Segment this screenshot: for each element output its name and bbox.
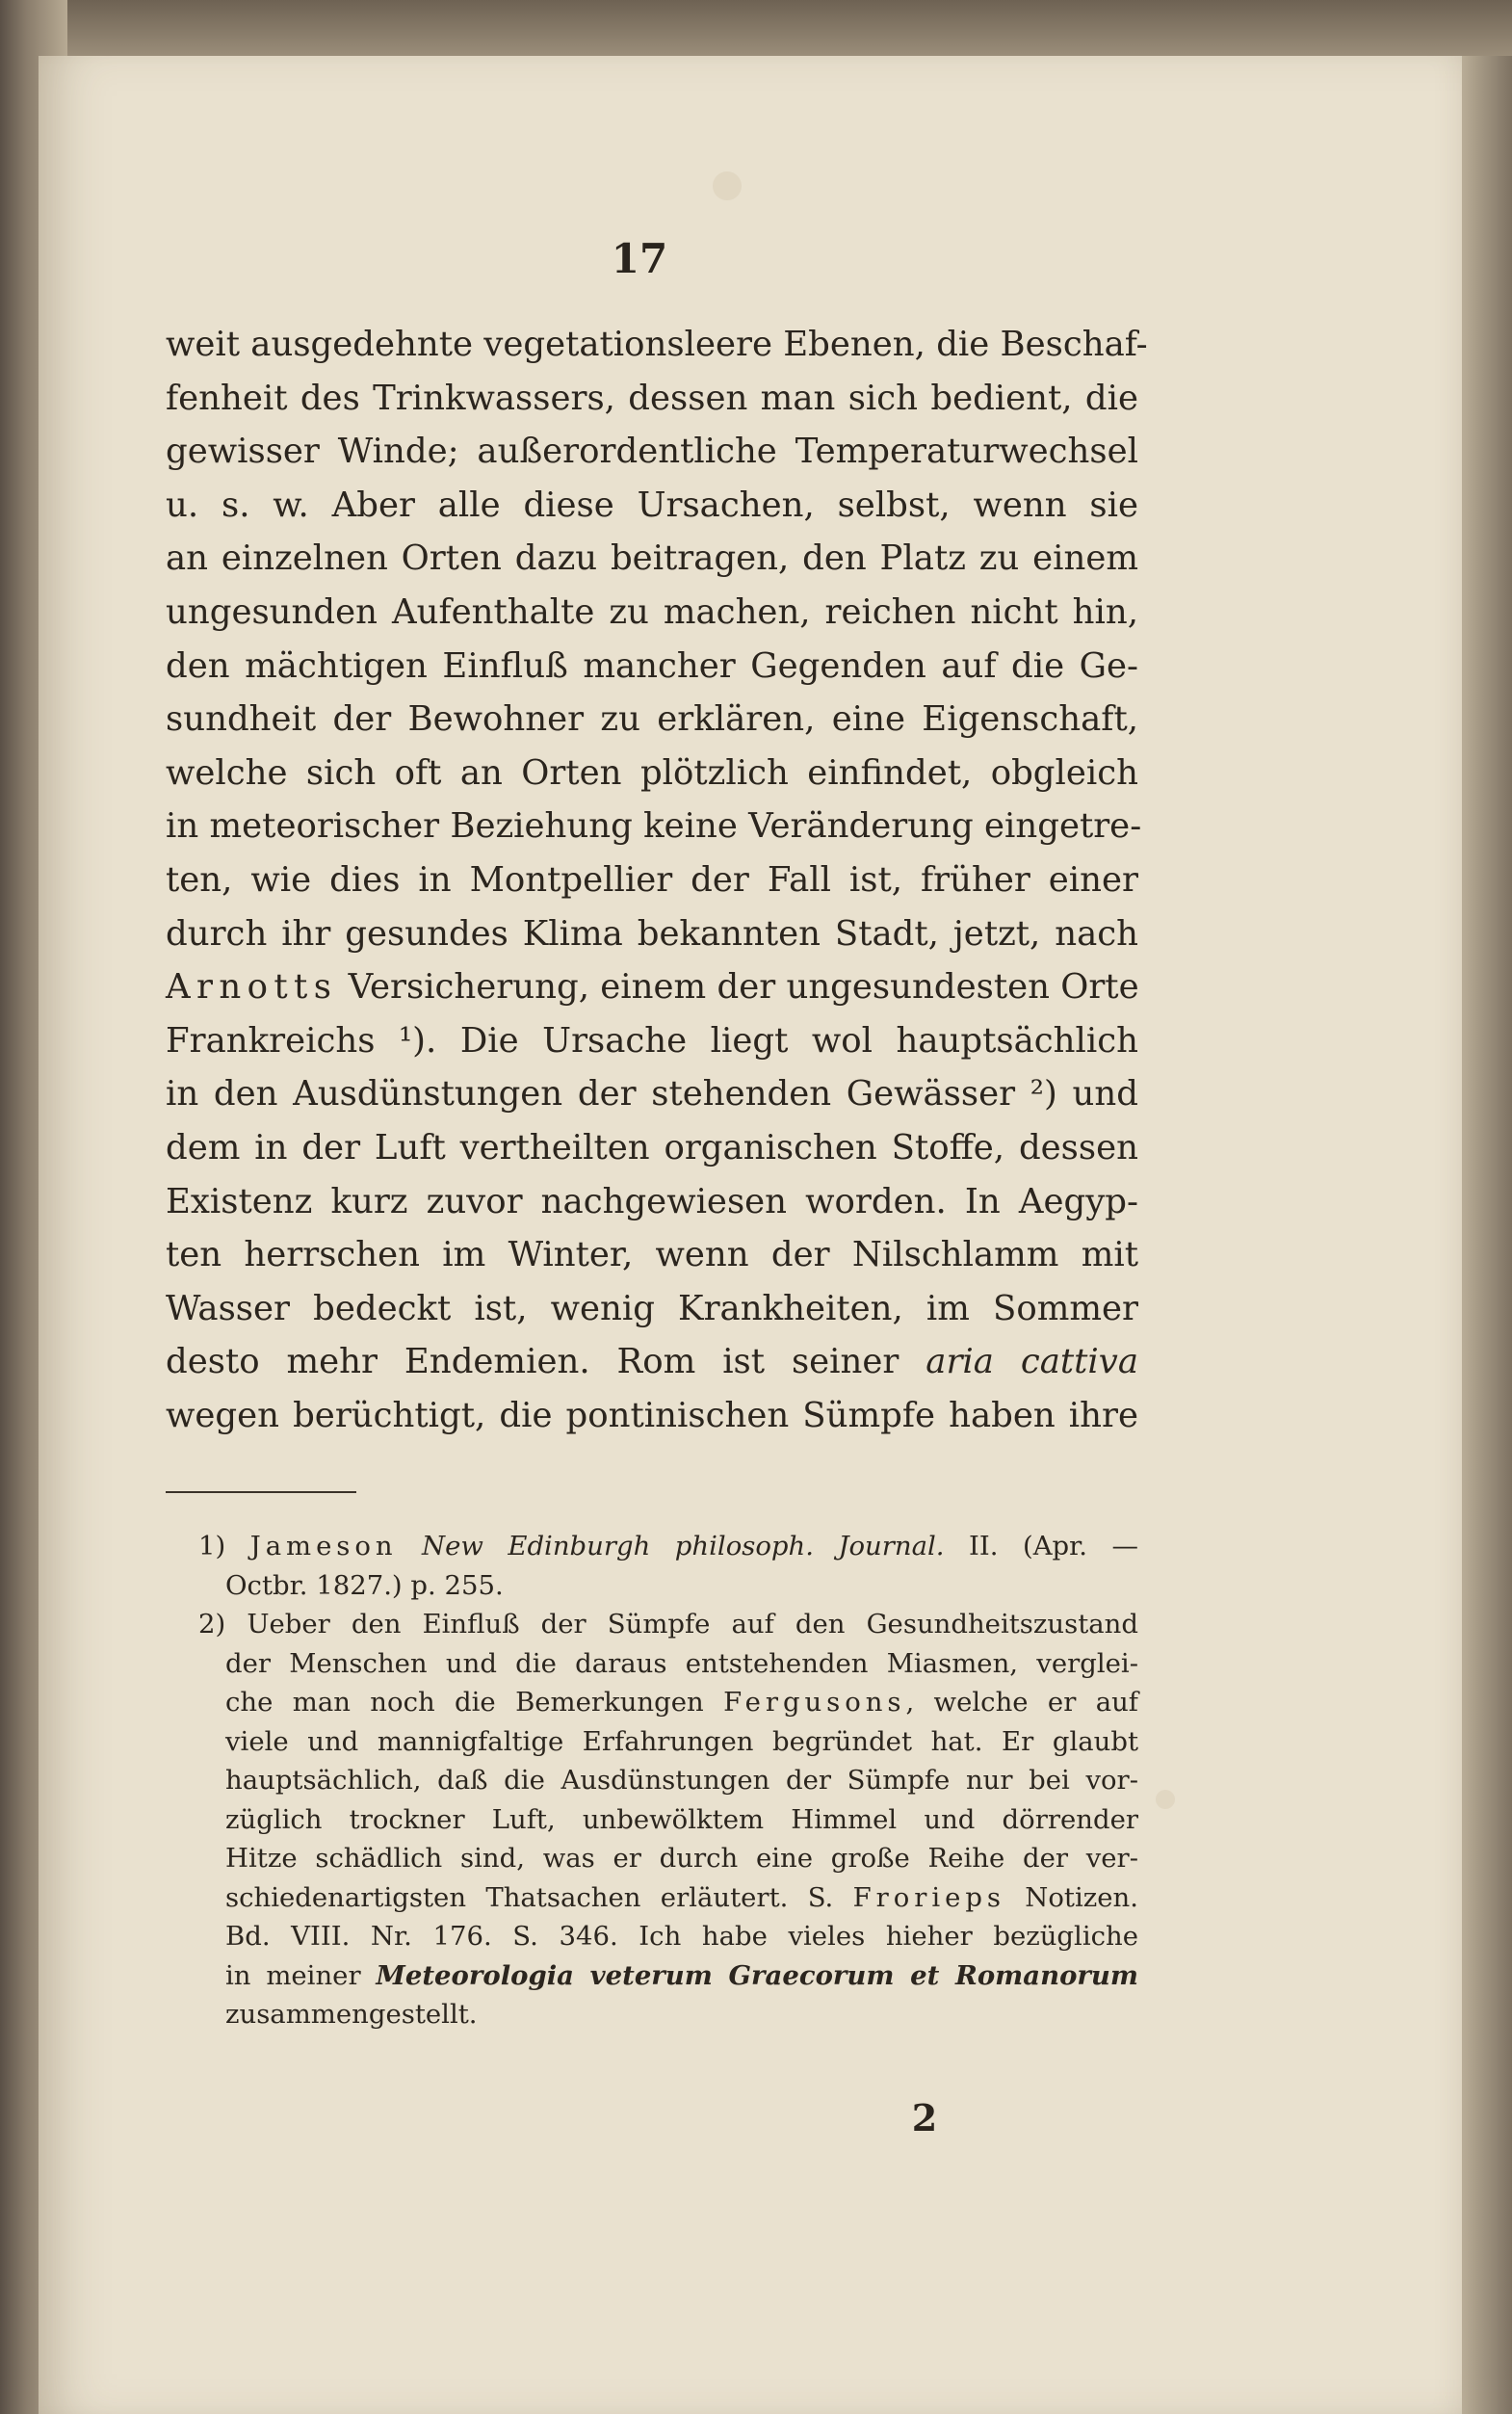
text-line: ten herrschen im Winter, wenn der Nilschlamm mit bbox=[166, 1235, 1138, 1275]
text-line: u. s. w. Aber alle diese Ursachen, selbst, wenn sie bbox=[166, 485, 1138, 525]
text-fragment: Notizen. bbox=[1004, 1881, 1138, 1913]
text-line: fenheit des Trinkwassers, dessen man sich bedient, die bbox=[166, 378, 1138, 418]
page-edge bbox=[1462, 56, 1512, 2414]
text-line bbox=[166, 1335, 1138, 1389]
paper-stain bbox=[713, 171, 742, 200]
main-text bbox=[166, 318, 1148, 1442]
text-line bbox=[166, 960, 1138, 1014]
text-line: welche sich oft an Orten plötzlich einfindet, obgleich bbox=[166, 752, 1138, 793]
footnote-2-line bbox=[166, 1956, 1138, 1996]
footnote-2-line: zusammengestellt. bbox=[225, 1999, 478, 2030]
text-fragment: desto mehr Endemien. Rom ist seiner bbox=[166, 1342, 926, 1382]
footnotes bbox=[166, 1527, 1138, 2034]
text-line: in meteorischer Beziehung keine Veränderung eingetre- bbox=[166, 806, 1142, 847]
text-line: weit ausgedehnte vegetationsleere Ebenen, die Beschaf- bbox=[166, 325, 1148, 364]
footnote-2-line bbox=[166, 1605, 1138, 1644]
footnote-2-line bbox=[166, 1878, 1138, 1918]
text-line: Wasser bedeckt ist, wenig Krankheiten, im Sommer bbox=[166, 1288, 1138, 1328]
italic-phrase: aria cattiva bbox=[925, 1342, 1138, 1382]
page-number: 17 bbox=[611, 235, 668, 282]
text-line: Existenz kurz zuvor nachgewiesen worden. In Aegyp- bbox=[166, 1181, 1138, 1221]
footnote-2-line: züglich trockner Luft, unbewölktem Himmel und dörrender bbox=[225, 1803, 1138, 1835]
text-line: ten, wie dies in Montpellier der Fall ist, früher einer bbox=[166, 859, 1138, 900]
author-name-spaced: Arnotts bbox=[166, 967, 338, 1008]
text-line: den mächtigen Einfluß mancher Gegenden auf die Ge- bbox=[166, 645, 1138, 686]
footnote-2-line bbox=[166, 1683, 1138, 1722]
text-line: wegen berüchtigt, die pontinischen Sümpfe haben ihre bbox=[166, 1395, 1138, 1435]
footnote-2-line: viele und mannigfaltige Erfahrungen begründet hat. Er glaubt bbox=[225, 1725, 1138, 1757]
book-title-italic: Meteorologia veterum Graecorum et Romanorum bbox=[376, 1959, 1138, 1991]
footnote-marker: 2) bbox=[198, 1609, 226, 1640]
author-name-spaced: Frorieps bbox=[852, 1881, 1005, 1913]
text-line: an einzelnen Orten dazu beitragen, den Platz zu einem bbox=[166, 538, 1138, 579]
text-line: sundheit der Bewohner zu erklären, eine Eigenschaft, bbox=[166, 699, 1138, 740]
footnote-1-line: Octbr. 1827.) p. 255. bbox=[225, 1569, 504, 1601]
footnote-2-line: der Menschen und die daraus entstehenden Miasmen, verglei- bbox=[225, 1647, 1138, 1679]
text-fragment: Ueber den Einfluß der Sümpfe auf den Gesundheitszustand bbox=[247, 1609, 1138, 1640]
text-line: in den Ausdünstungen der stehenden Gewässer ²) und bbox=[166, 1074, 1138, 1115]
scan-background-top bbox=[0, 0, 1512, 56]
text-fragment: II. (Apr. — bbox=[944, 1531, 1138, 1561]
text-line: gewisser Winde; außerordentliche Temperaturwechsel bbox=[166, 432, 1138, 472]
text-fragment: in meiner bbox=[225, 1959, 377, 1991]
text-line: durch ihr gesundes Klima bekannten Stadt, jetzt, nach bbox=[166, 913, 1138, 954]
author-name-spaced: Fergusons bbox=[723, 1687, 906, 1718]
footnote-separator bbox=[166, 1491, 356, 1493]
footnote-journal-title: New Edinburgh philosoph. Journal. bbox=[422, 1531, 945, 1561]
footnote-marker: 1) bbox=[198, 1531, 226, 1561]
paper-stain bbox=[1156, 1790, 1175, 1809]
footnote-author: Jameson bbox=[249, 1531, 398, 1561]
footnote-2-line: Hitze schädlich sind, was er durch eine große Reihe der ver- bbox=[225, 1843, 1138, 1874]
text-fragment: schiedenartigsten Thatsachen erläutert. S. bbox=[225, 1881, 853, 1913]
footnote-1-line bbox=[166, 1527, 1138, 1566]
text-fragment: , welche er auf bbox=[905, 1687, 1138, 1718]
footnote-2-line: Bd. VIII. Nr. 176. S. 346. Ich habe vieles hieher bezügliche bbox=[225, 1921, 1138, 1952]
text-line: Frankreichs ¹). Die Ursache liegt wol hauptsächlich bbox=[166, 1020, 1138, 1061]
text-fragment: Versicherung, einem der ungesundesten Orte bbox=[337, 967, 1139, 1008]
text-line: dem in der Luft vertheilten organischen Stoffe, dessen bbox=[166, 1127, 1138, 1168]
signature-mark: 2 bbox=[911, 2096, 938, 2139]
text-line: ungesunden Aufenthalte zu machen, reichen nicht hin, bbox=[166, 591, 1138, 632]
text-fragment: che man noch die Bemerkungen bbox=[225, 1687, 724, 1718]
footnote-2-line: hauptsächlich, daß die Ausdünstungen der Sümpfe nur bei vor- bbox=[225, 1765, 1138, 1796]
